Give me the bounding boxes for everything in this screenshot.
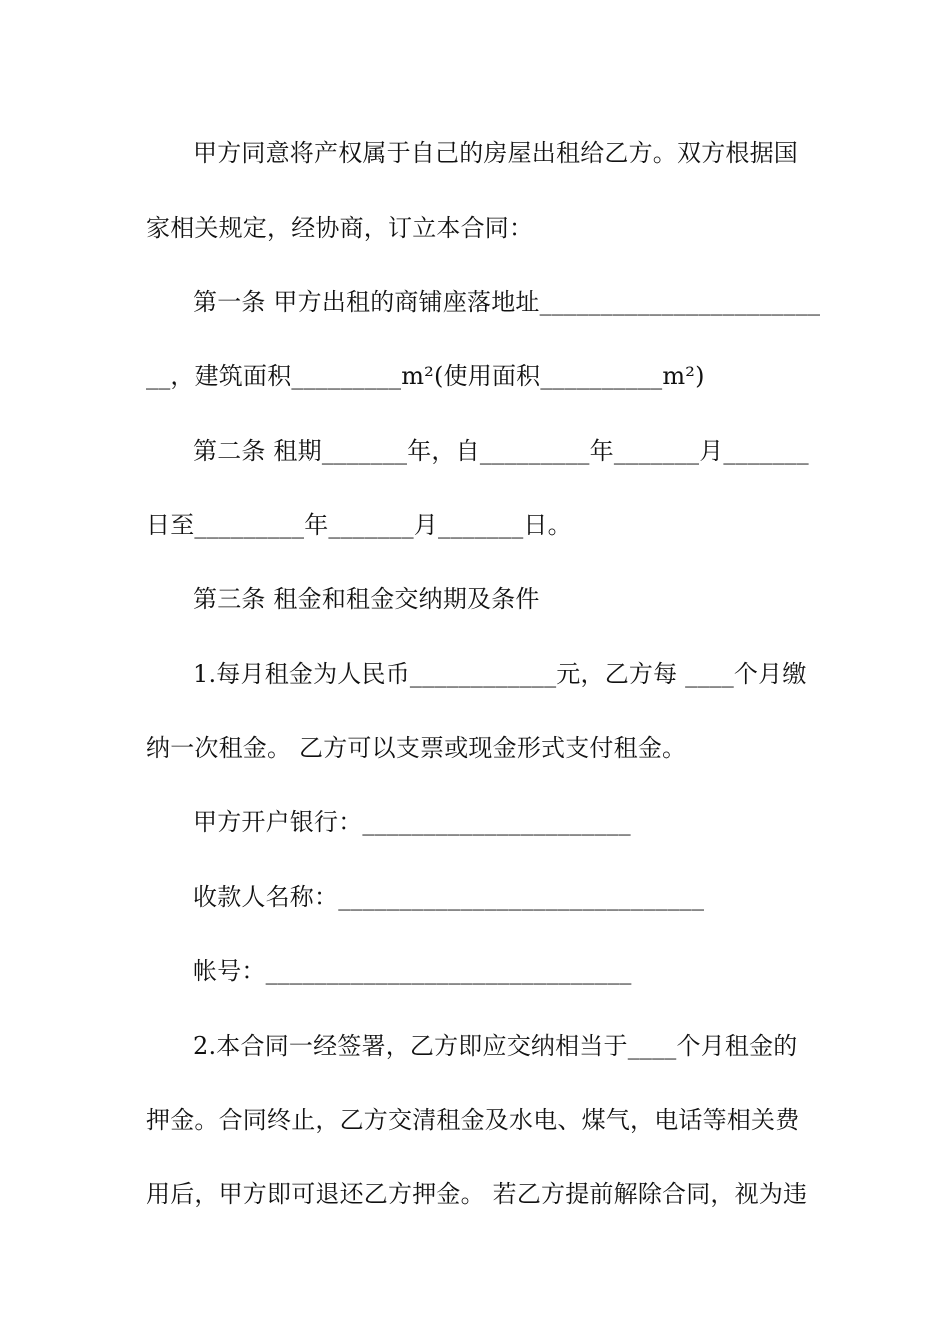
rent-line: 1.每月租金为人民币____________元，乙方每 ____个月缴 [193, 660, 807, 688]
paragraph-line: 甲方同意将产权属于自己的房屋出租给乙方。双方根据国 [193, 139, 798, 167]
deposit-line: 押金。合同终止，乙方交清租金及水电、煤气，电话等相关费 [146, 1106, 800, 1134]
rent-line: 纳一次租金。 乙方可以支票或现金形式支付租金。 [146, 734, 687, 762]
deposit-line: 用后，甲方即可退还乙方押金。 若乙方提前解除合同，视为违 [146, 1180, 808, 1208]
clause-1-line: 第一条 甲方出租的商铺座落地址_______________________ [193, 288, 821, 316]
account-line: 帐号：______________________________ [193, 957, 632, 985]
deposit-line: 2.本合同一经签署，乙方即应交纳相当于____个月租金的 [193, 1032, 798, 1060]
clause-3-heading: 第三条 租金和租金交纳期及条件 [193, 585, 540, 613]
clause-2-line: 日至_________年_______月_______日。 [146, 511, 572, 539]
bank-line: 甲方开户银行：______________________ [193, 808, 631, 836]
payee-line: 收款人名称：______________________________ [193, 883, 705, 911]
clause-2-line: 第二条 租期_______年，自_________年_______月_______ [193, 437, 809, 465]
paragraph-line: 家相关规定，经协商，订立本合同： [146, 214, 534, 242]
clause-1-line: __，建筑面积_________m²(使用面积__________m²) [146, 362, 705, 390]
